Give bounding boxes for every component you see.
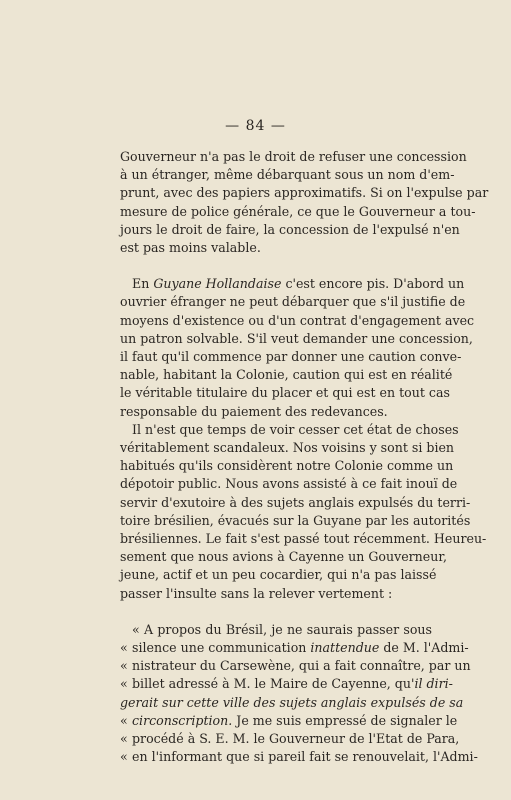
quotation xyxy=(120,621,478,767)
text-line: nable, habitant la Colonie, caution qui est en réalité xyxy=(120,367,453,383)
quote-mark: « xyxy=(120,712,128,728)
text-line: un patron solvable. S'il veut demander une concession, xyxy=(120,330,473,346)
text-run: c'est encore pis. D'abord un xyxy=(281,276,465,292)
quote-mark: « xyxy=(120,658,128,674)
text-line: brésiliennes. Le fait s'est passé tout récemment. Heureu- xyxy=(120,531,487,547)
text-line: il faut qu'il commence par donner une caution conve- xyxy=(120,349,462,365)
quote-mark: « xyxy=(120,676,128,692)
text-line: toire brésilien, évacués sur la Guyane par les autorités xyxy=(120,512,471,528)
text-line: jours le droit de faire, la concession de l'expulsé n'en xyxy=(120,221,460,237)
text-line xyxy=(120,694,464,712)
text-line: servir d'exutoire à des sujets anglais expulsés du terri- xyxy=(120,494,471,510)
text-run: silence une communication xyxy=(132,640,311,656)
text-line xyxy=(120,657,471,675)
text-line: prunt, avec des papiers approximatifs. Si on l'expulse par xyxy=(120,185,489,201)
text-run: nistrateur du Carsewène, qui a fait connaître, par un xyxy=(132,658,471,674)
paragraph-3 xyxy=(120,421,487,603)
italic-phrase: il diri- xyxy=(414,676,453,692)
text-run: procédé à S. E. M. le Gouverneur de l'Etat de Para, xyxy=(132,731,460,747)
text-line: à un étranger, même débarquant sous un nom d'em- xyxy=(120,167,455,183)
text-line: sement que nous avions à Cayenne un Gouverneur, xyxy=(120,549,447,565)
text-line xyxy=(120,712,458,730)
text-line: mesure de police générale, ce que le Gouverneur a tou- xyxy=(120,203,476,219)
italic-phrase: gerait sur cette ville des sujets anglais expulsés de sa xyxy=(120,694,464,710)
page-body xyxy=(120,148,489,767)
text-line: moyens d'existence ou d'un contrat d'engagement avec xyxy=(120,312,475,328)
text-run: En xyxy=(132,276,154,292)
text-line: jeune, actif et un peu cocardier, qui n'a pas laissé xyxy=(120,567,437,583)
text-line xyxy=(120,639,469,657)
text-line xyxy=(120,675,453,693)
paragraph-2 xyxy=(120,275,475,421)
text-run: billet adressé à M. le Maire de Cayenne, qu' xyxy=(132,676,415,692)
quote-mark: « xyxy=(120,731,128,747)
page-number: — 84 — xyxy=(225,118,286,134)
text-run: en l'informant que si pareil fait se renouvelait, l'Admi- xyxy=(132,749,478,765)
text-line xyxy=(120,621,432,639)
text-run: de M. l'Admi- xyxy=(379,640,469,656)
text-line: véritablement scandaleux. Nos voisins y sont si bien xyxy=(120,440,455,456)
quote-mark: « xyxy=(120,749,128,765)
italic-phrase: circonscription. xyxy=(132,712,233,728)
text-line: habitués qu'ils considèrent notre Colonie comme un xyxy=(120,458,454,474)
text-line: passer l'insulte sans la relever vertement : xyxy=(120,585,393,601)
text-line: est pas moins valable. xyxy=(120,240,261,256)
quote-mark: « xyxy=(120,640,128,656)
text-run: Je me suis empressé de signaler le xyxy=(232,712,458,728)
text-line: responsable du paiement des redevances. xyxy=(120,403,388,419)
italic-phrase: inattendue xyxy=(310,640,380,656)
text-line xyxy=(120,275,465,293)
text-line: dépotoir public. Nous avons assisté à ce fait inouï de xyxy=(120,476,458,492)
text-line: Il n'est que temps de voir cesser cet état de choses xyxy=(132,421,459,437)
text-line: le véritable titulaire du placer et qui est en tout cas xyxy=(120,385,450,401)
quote-mark: « xyxy=(132,621,140,637)
paragraph-1 xyxy=(120,148,489,257)
text-line xyxy=(120,730,460,748)
text-run: A propos du Brésil, je ne saurais passer sous xyxy=(144,621,432,637)
text-line: ouvrier éfranger ne peut débarquer que s'il justifie de xyxy=(120,294,466,310)
text-line: Gouverneur n'a pas le droit de refuser une concession xyxy=(120,149,467,164)
italic-phrase: Guyane Hollandaise xyxy=(153,276,282,292)
text-line xyxy=(120,748,478,766)
